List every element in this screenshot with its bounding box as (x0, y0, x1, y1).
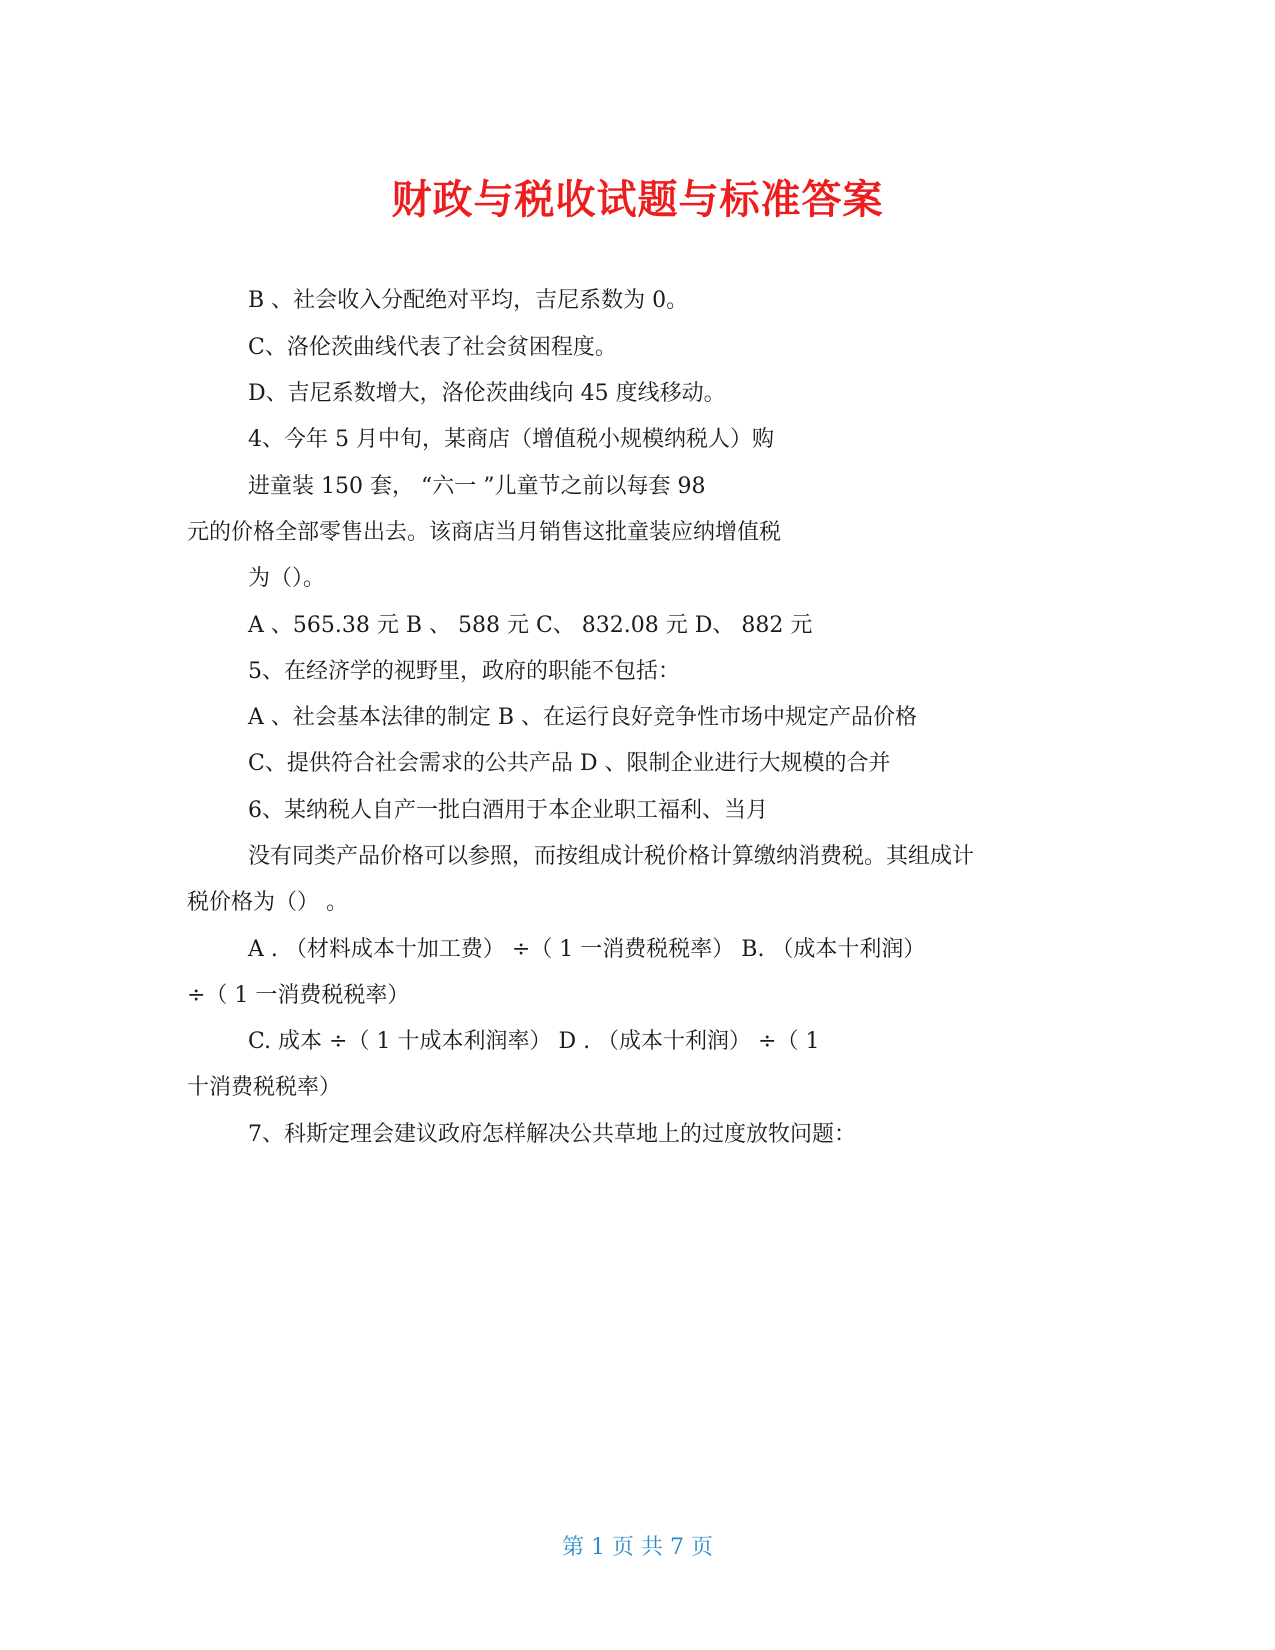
text-line: C. 成本 ÷（ 1 十成本利润率） D . （成本十利润） ÷（ 1 (248, 1029, 820, 1054)
text-line: A . （材料成本十加工费） ÷（ 1 一消费税税率） B. （成本十利润） (248, 937, 926, 962)
text-line: 7、科斯定理会建议政府怎样解决公共草地上的过度放牧问题： (248, 1122, 856, 1147)
text-line: 6、某纳税人自产一批白酒用于本企业职工福利、当月 (248, 798, 768, 823)
page-number: 第 1 页 共 7 页 (562, 1535, 713, 1560)
text-line: 5、在经济学的视野里，政府的职能不包括： (248, 659, 680, 684)
text-line: 没有同类产品价格可以参照，而按组成计税价格计算缴纳消费税。其组成计 (248, 844, 975, 869)
document-title: 财政与税收试题与标准答案 (391, 177, 884, 223)
text-line: ÷（ 1 一消费税税率） (187, 983, 410, 1008)
text-line: B 、社会收入分配绝对平均，吉尼系数为 0。 (248, 288, 689, 313)
text-line: 十消费税税率） (187, 1075, 342, 1100)
text-line: A 、社会基本法律的制定 B 、在运行良好竞争性市场中规定产品价格 (248, 705, 918, 730)
text-line: C、洛伦茨曲线代表了社会贫困程度。 (248, 335, 617, 360)
text-line: 元的价格全部零售出去。该商店当月销售这批童装应纳增值税 (187, 520, 782, 545)
text-line: 进童装 150 套， “六一 ”儿童节之前以每套 98 (248, 474, 706, 499)
text-line: 为（）。 (248, 566, 326, 591)
text-line: 4、今年 5 月中旬，某商店（增值税小规模纳税人）购 (248, 427, 774, 452)
text-line: 税价格为（） 。 (187, 890, 348, 915)
text-line: C、提供符合社会需求的公共产品 D 、限制企业进行大规模的合并 (248, 751, 891, 776)
text-line: D、吉尼系数增大，洛伦茨曲线向 45 度线移动。 (248, 381, 726, 406)
text-line: A 、565.38 元 B 、 588 元 C、 832.08 元 D、 882 元 (248, 613, 813, 638)
